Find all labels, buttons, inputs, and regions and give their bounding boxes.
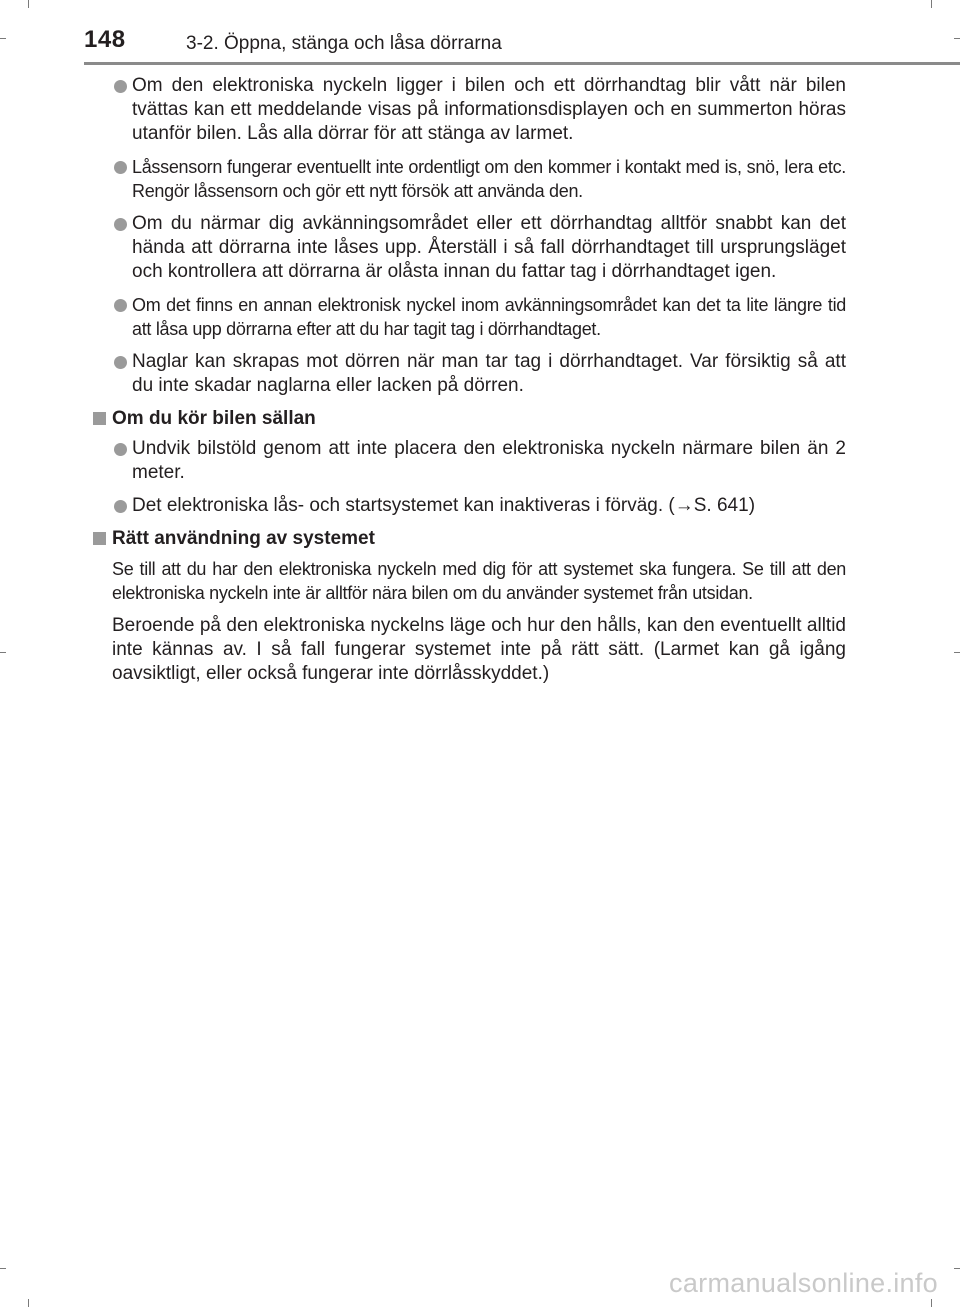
list-item: [112, 74, 846, 146]
crop-mark-bottom-right: [931, 1299, 932, 1307]
paragraph: Beroende på den elektroniska nyckelns läge och hur den hålls, kan den eventuellt alltid inte kännas av. I så fall fungerar systemet inte på rätt sätt. (Larmet kan gå igång oavsiktligt, eller också fungerar inte dörrlåsskyddet.): [112, 615, 846, 684]
square-bullet-icon: [93, 532, 106, 545]
crop-mark-top-left: [28, 0, 29, 8]
bullet-dot-icon: [114, 299, 127, 312]
crop-mark-right-lower: [954, 1268, 960, 1269]
crop-mark-right-upper: [954, 38, 960, 39]
bullet-dot-icon: [114, 443, 127, 456]
crop-mark-left-mid: [0, 652, 6, 653]
page-content: [112, 74, 846, 695]
page-number: 148: [84, 26, 126, 53]
section-heading-text: Om du kör bilen sällan: [112, 408, 316, 429]
list-item-text: Naglar kan skrapas mot dörren när man tar tag i dörrhandtaget. Var försiktig så att du inte skadar naglarna eller lacken på dörren.: [132, 351, 846, 396]
bullet-dot-icon: [114, 500, 127, 513]
section-heading-usage: [92, 527, 846, 551]
list-item: [112, 350, 846, 398]
crop-mark-top-right: [931, 0, 932, 8]
crop-mark-left-lower: [0, 1268, 6, 1269]
paragraph: Se till att du har den elektroniska nyckeln med dig för att systemet ska fungera. Se till att den elektroniska nyckeln inte är alltför nära bilen om du använder systemet från utsidan.: [112, 559, 846, 603]
list-item-text: Om den elektroniska nyckeln ligger i bilen och ett dörrhandtag blir vått när bilen tvättas kan ett meddelande visas på informationsdisplayen och en summerton höras utanför bilen. Lås alla dörrar för att stänga av larmet.: [132, 75, 846, 144]
section-heading-text: Rätt användning av systemet: [112, 528, 375, 549]
section-heading-rarely: [92, 407, 846, 431]
list-item-text: Det elektroniska lås- och startsystemet kan inaktiveras i förväg. (→S. 641): [132, 495, 756, 516]
page-header: [0, 0, 960, 62]
list-item-text: Låssensorn fungerar eventuellt inte ordentligt om den kommer i kontakt med is, snö, lera etc. Rengör låssensorn och gör ett nytt försök att använda den.: [132, 157, 846, 201]
section-title: 3-2. Öppna, stänga och låsa dörrarna: [186, 33, 502, 54]
list-item-text: Om det finns en annan elektronisk nyckel inom avkänningsområdet kan det ta lite längre tid att låsa upp dörrarna efter att du har tagit tag i dörrhandtaget.: [132, 295, 846, 339]
bullet-dot-icon: [114, 80, 127, 93]
square-bullet-icon: [93, 412, 106, 425]
crop-mark-left-upper: [0, 38, 6, 39]
crop-mark-right-mid: [954, 652, 960, 653]
list-item: [112, 293, 846, 341]
bullet-dot-icon: [114, 161, 127, 174]
list-item: [112, 437, 846, 485]
crop-mark-bottom-left: [28, 1299, 29, 1307]
bullet-dot-icon: [114, 356, 127, 369]
list-item-text: Undvik bilstöld genom att inte placera den elektroniska nyckeln närmare bilen än 2 meter.: [132, 438, 846, 483]
list-item: [112, 155, 846, 203]
watermark: carmanualsonline.info: [669, 1268, 938, 1298]
header-rule: [84, 62, 960, 65]
list-item: [112, 494, 846, 518]
bullet-dot-icon: [114, 218, 127, 231]
list-item-text: Om du närmar dig avkänningsområdet eller ett dörrhandtag alltför snabbt kan det hända att dörrarna inte låses upp. Återställ i så fall dörrhandtaget till ursprungsläget och kontrollera att dörrarna är olåsta innan du fattar tag i dörrhandtaget igen.: [132, 213, 846, 282]
list-item: [112, 212, 846, 284]
